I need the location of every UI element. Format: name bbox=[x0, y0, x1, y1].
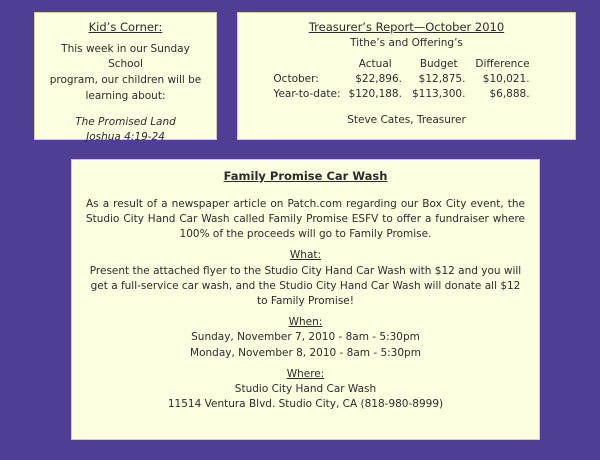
car-wash-intro: As a result of a newspaper article on Patch.com regarding our Box City event, the Studio City Hand Car Wash called Family Promise ESFV to offer a fundraiser where 100% of the proceeds will go to Family Promise. bbox=[86, 197, 525, 241]
car-wash-what-section bbox=[86, 248, 525, 309]
where-line-1: Studio City Hand Car Wash bbox=[234, 383, 377, 396]
kids-corner-topic-verse: Joshua 4:19-24 bbox=[86, 131, 165, 144]
table-row bbox=[273, 87, 539, 102]
treasurer-report-subtitle: Tithe’s and Offering’s bbox=[350, 36, 463, 49]
when-line-1: Sunday, November 7, 2010 - 8am - 5:30pm bbox=[191, 331, 420, 344]
where-line-2: 11514 Ventura Blvd. Studio City, CA (818-980-8999) bbox=[167, 398, 444, 411]
row-budget: $12,875. bbox=[418, 73, 466, 86]
row-actual: $22,896. bbox=[355, 73, 402, 86]
kids-corner-topic bbox=[43, 115, 208, 147]
kids-corner-line-1: This week in our Sunday School bbox=[61, 42, 190, 71]
header-label bbox=[273, 57, 348, 72]
when-heading: When: bbox=[288, 316, 323, 329]
kids-corner-line-3: learning about: bbox=[85, 89, 166, 102]
treasurer-table bbox=[273, 57, 539, 103]
what-text: Present the attached flyer to the Studio City Hand Car Wash with $12 and you will get a full-service car wash, and the Studio City Hand Car Wash will donate all $12 to Family Promise! bbox=[89, 264, 522, 307]
header-budget: Budget bbox=[419, 57, 458, 70]
header-difference: Difference bbox=[475, 57, 530, 70]
kids-corner-line-2: program, our children will be bbox=[49, 74, 202, 87]
kids-corner-text bbox=[43, 42, 208, 105]
row-budget: $113,300. bbox=[411, 88, 466, 101]
car-wash-where-section bbox=[86, 367, 525, 413]
kids-corner-box bbox=[34, 12, 217, 144]
treasurer-signature: Steve Cates, Treasurer bbox=[347, 113, 466, 126]
table-row bbox=[273, 72, 539, 87]
row-difference: $10,021. bbox=[482, 73, 530, 86]
treasurer-report-box bbox=[237, 12, 576, 140]
header-actual: Actual bbox=[358, 57, 392, 70]
row-label: October: bbox=[273, 73, 319, 86]
treasurer-table-header bbox=[273, 57, 539, 72]
kids-corner-topic-title: The Promised Land bbox=[75, 115, 176, 128]
kids-corner-title: Kid’s Corner: bbox=[88, 20, 163, 34]
car-wash-box bbox=[71, 159, 540, 440]
car-wash-title: Family Promise Car Wash bbox=[223, 169, 388, 183]
treasurer-report-title: Treasurer’s Report—October 2010 bbox=[308, 20, 505, 34]
what-heading: What: bbox=[289, 249, 322, 262]
row-label: Year-to-date: bbox=[273, 88, 341, 101]
when-line-2: Monday, November 8, 2010 - 8am - 5:30pm bbox=[190, 346, 421, 359]
where-heading: Where: bbox=[286, 367, 325, 380]
car-wash-when-section bbox=[86, 315, 525, 361]
row-difference: $6,888. bbox=[489, 88, 530, 101]
row-actual: $120,188. bbox=[348, 88, 402, 101]
